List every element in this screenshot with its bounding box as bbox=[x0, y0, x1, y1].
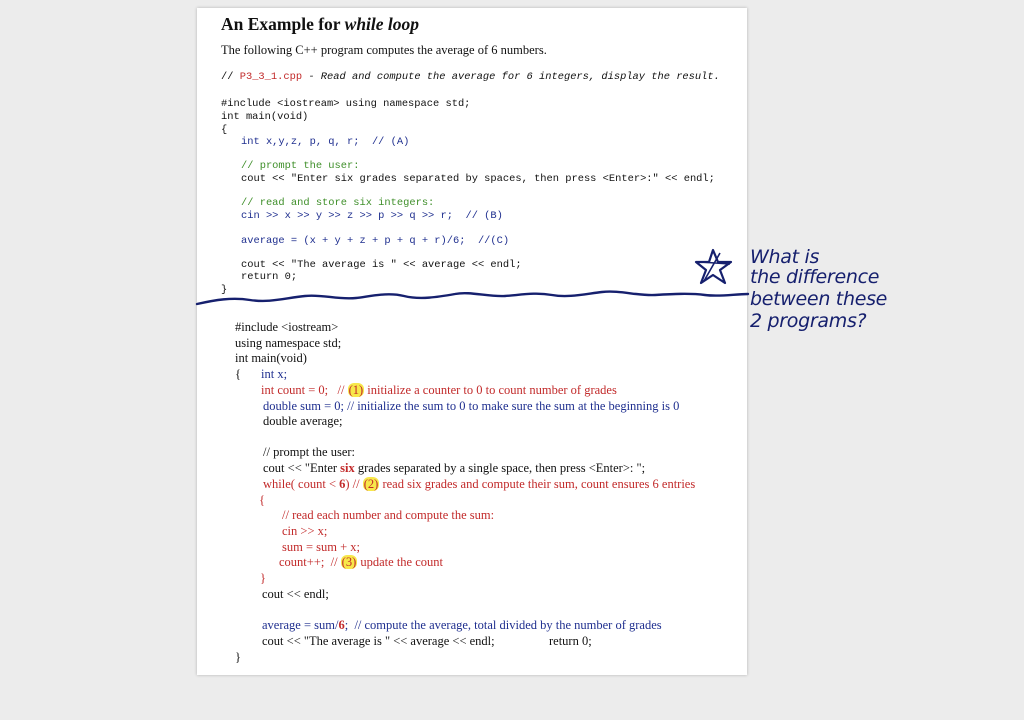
code-text: initialize a counter to 0 to count number of grades bbox=[364, 383, 617, 397]
code-text: ; // compute the average, total divided by the number of grades bbox=[344, 618, 662, 632]
note-line: the difference bbox=[750, 266, 880, 288]
code-comment: // read and store six integers: bbox=[241, 197, 435, 209]
step-marker-3: (3) bbox=[341, 555, 357, 569]
code-line bbox=[279, 555, 443, 570]
intro-text: The following C++ program computes the average of 6 numbers. bbox=[221, 43, 547, 57]
file-description: - Read and compute the average for 6 integers, display the result. bbox=[302, 71, 720, 83]
code-text: int count = 0; // bbox=[261, 383, 348, 397]
title-emphasis: while loop bbox=[344, 14, 420, 34]
code-line bbox=[263, 477, 695, 492]
step-marker-1: (1) bbox=[348, 383, 364, 397]
code-line: cin >> x; bbox=[282, 524, 328, 538]
code-line: } bbox=[235, 650, 241, 664]
code-line: cout << "Enter six grades separated by spaces, then press <Enter>:" << endl; bbox=[241, 173, 715, 185]
code-text: read six grades and compute their sum, count ensures 6 entries bbox=[379, 477, 696, 491]
code-line: { bbox=[221, 124, 228, 136]
code-line bbox=[261, 383, 617, 398]
code-line: average = (x + y + z + p + q + r)/6; //(C) bbox=[241, 235, 510, 247]
slide-title bbox=[221, 14, 419, 35]
code-line: #include <iostream> using namespace std; bbox=[221, 98, 471, 110]
code-line: #include <iostream> bbox=[235, 320, 339, 334]
code-line bbox=[262, 618, 662, 633]
code-line: double sum = 0; // initialize the sum to 0 to make sure the sum at the beginning is 0 bbox=[263, 399, 680, 413]
note-line: What is bbox=[750, 246, 820, 268]
code-line: } bbox=[221, 284, 228, 296]
code-line bbox=[263, 461, 645, 476]
note-line: between these bbox=[750, 288, 888, 310]
code-line: return 0; bbox=[549, 634, 592, 648]
code-text-bold: 6 bbox=[339, 477, 346, 491]
code-line: cin >> x >> y >> z >> p >> q >> r; // (B) bbox=[241, 210, 503, 222]
code-line: { bbox=[235, 367, 241, 381]
code-line: cout << "The average is " << average << endl; bbox=[241, 259, 522, 271]
code-line: sum = sum + x; bbox=[282, 540, 360, 554]
file-comment bbox=[221, 71, 720, 83]
comment-slashes: // bbox=[221, 71, 240, 83]
code-text: update the count bbox=[357, 555, 443, 569]
code-text: grades separated by a single space, then press <Enter>: "; bbox=[354, 461, 646, 475]
code-line: int x,y,z, p, q, r; // (A) bbox=[241, 136, 410, 148]
slide-page bbox=[197, 8, 747, 675]
step-marker-2: (2) bbox=[363, 477, 379, 491]
code-line: double average; bbox=[263, 414, 343, 428]
code-comment: // prompt the user: bbox=[263, 445, 355, 459]
code-line: return 0; bbox=[241, 271, 298, 283]
code-line: using namespace std; bbox=[235, 336, 342, 350]
code-text: ) // bbox=[345, 477, 363, 491]
code-line: cout << endl; bbox=[262, 587, 329, 601]
title-prefix: An Example for bbox=[221, 14, 345, 34]
code-comment: // prompt the user: bbox=[241, 160, 360, 172]
code-line: int main(void) bbox=[235, 351, 307, 365]
code-text: cout << "Enter bbox=[263, 461, 341, 475]
code-line: cout << "The average is " << average << endl; bbox=[262, 634, 495, 648]
code-comment: // read each number and compute the sum: bbox=[282, 508, 495, 522]
note-line: 2 programs? bbox=[750, 310, 867, 332]
code-text: count++; // bbox=[279, 555, 341, 569]
code-text-bold: 6 bbox=[338, 618, 345, 632]
code-text-bold: six bbox=[340, 461, 355, 475]
code-text: while( count < bbox=[263, 477, 340, 491]
code-line: { bbox=[259, 493, 265, 507]
code-text: average = sum/ bbox=[262, 618, 339, 632]
code-line: int main(void) bbox=[221, 111, 309, 123]
code-line: int x; bbox=[261, 367, 288, 381]
code-line: } bbox=[260, 571, 266, 585]
filename: P3_3_1.cpp bbox=[239, 71, 303, 83]
